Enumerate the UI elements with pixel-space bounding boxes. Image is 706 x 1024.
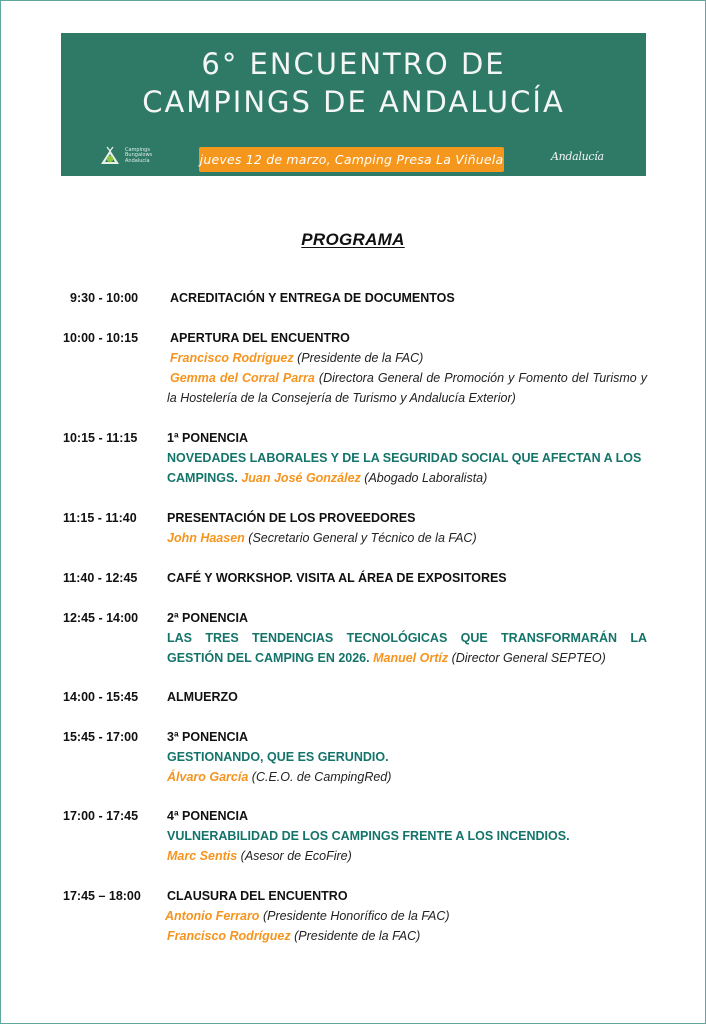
entry-content	[170, 288, 650, 308]
speaker-name: Francisco Rodríguez	[167, 929, 291, 943]
speaker-name: Manuel Ortíz	[373, 651, 449, 665]
speaker-name: Gemma del Corral Parra	[170, 371, 315, 385]
talk-title: VULNERABILIDAD DE LOS CAMPINGS FRENTE A LOS INCENDIOS.	[167, 829, 570, 843]
entry-time: 9:30 - 10:00	[70, 291, 139, 305]
speaker-name: John Haasen	[167, 531, 245, 545]
entry-title: APERTURA DEL ENCUENTRO	[170, 331, 350, 345]
entry-content	[167, 727, 647, 787]
entry-time: 15:45 - 17:00	[63, 730, 139, 744]
entry-title: 1ª PONENCIA	[167, 431, 249, 445]
speaker-name: Marc Sentis	[167, 849, 238, 863]
entry-time: 10:15 - 11:15	[63, 431, 138, 445]
logo-text-line: Campings	[125, 146, 150, 153]
speaker-role: (Abogado Laboralista)	[364, 471, 488, 485]
entry-content	[167, 687, 647, 707]
banner-title-line-1: 6° ENCUENTRO DE	[201, 47, 506, 81]
speaker-name: Antonio Ferraro	[165, 909, 260, 923]
entry-title: CLAUSURA DEL ENCUENTRO	[167, 889, 348, 903]
banner-title-line-2: CAMPINGS DE ANDALUCÍA	[142, 85, 565, 119]
entry-title: 2ª PONENCIA	[167, 611, 249, 625]
entry-content-speaker-2	[167, 368, 647, 408]
speaker-role: (Presidente Honorífico de la FAC)	[262, 909, 450, 923]
entry-content	[167, 608, 647, 668]
entry-content	[167, 428, 647, 488]
entry-title: CAFÉ Y WORKSHOP. VISITA AL ÁREA DE EXPOSITORES	[167, 571, 507, 585]
date-location-badge: jueves 12 de marzo, Camping Presa La Viñuela	[199, 147, 504, 172]
entry-title: ACREDITACIÓN Y ENTREGA DE DOCUMENTOS	[170, 291, 455, 305]
entry-time: 17:00 - 17:45	[63, 809, 139, 823]
andalucia-logo: Andalucía	[551, 150, 604, 163]
entry-time: 10:00 - 10:15	[63, 331, 139, 345]
speaker	[167, 767, 647, 787]
tent-icon	[99, 146, 121, 166]
speaker-role: (C.E.O. de CampingRed)	[251, 770, 392, 784]
speaker	[165, 906, 647, 926]
campings-andalucia-logo	[99, 146, 152, 166]
speaker	[167, 368, 647, 408]
entry-content	[167, 508, 647, 548]
event-banner	[61, 33, 646, 176]
entry-time: 11:15 - 11:40	[63, 511, 137, 525]
talk-title: GESTIONANDO, QUE ES GERUNDIO.	[167, 750, 389, 764]
entry-content	[167, 886, 647, 946]
speaker-name: Álvaro García	[167, 770, 249, 784]
entry-title: 4ª PONENCIA	[167, 809, 249, 823]
talk-title: NOVEDADES LABORALES Y DE LA SEGURIDAD SOCIAL QUE AFECTAN A LOS CAMPINGS.	[167, 451, 642, 485]
entry-time: 14:00 - 15:45	[63, 690, 139, 704]
speaker-role: (Directora General de Promoción y Fomento del Turismo y la Hostelería de la Consejería de Turismo y Andalucía Exterior)	[167, 371, 648, 405]
speaker-name: Francisco Rodríguez	[170, 351, 294, 365]
logo-text-line: Bungalows	[125, 152, 153, 159]
speaker-role: (Presidente de la FAC)	[297, 351, 424, 365]
speaker-role: (Presidente de la FAC)	[294, 929, 421, 943]
entry-title: ALMUERZO	[167, 690, 238, 704]
talk-title-line-2: GESTIÓN DEL CAMPING EN 2026.	[167, 651, 370, 665]
entry-content	[167, 806, 647, 866]
logo-text-line: Andalucía	[125, 157, 150, 164]
speaker	[170, 348, 650, 368]
entry-content	[170, 328, 650, 368]
talk-title-line-1: LAS TRES TENDENCIAS TECNOLÓGICAS QUE TRANSFORMARÁN LA	[167, 631, 647, 645]
talk-block	[167, 448, 647, 488]
entry-title: PRESENTACIÓN DE LOS PROVEEDORES	[167, 511, 416, 525]
talk-block	[167, 648, 647, 668]
speaker-role: (Director General SEPTEO)	[451, 651, 606, 665]
entry-content	[167, 568, 647, 588]
speaker	[167, 528, 647, 548]
entry-time: 11:40 - 12:45	[63, 571, 138, 585]
speaker	[167, 846, 647, 866]
entry-title: 3ª PONENCIA	[167, 730, 249, 744]
speaker-role: (Secretario General y Técnico de la FAC)	[248, 531, 477, 545]
entry-time: 12:45 - 14:00	[63, 611, 139, 625]
speaker-role: (Asesor de EcoFire)	[240, 849, 352, 863]
speaker	[167, 926, 647, 946]
entry-time: 17:45 – 18:00	[63, 889, 141, 903]
speaker-name: Juan José González	[241, 471, 361, 485]
banner-title	[61, 45, 646, 121]
programme-heading: PROGRAMA	[301, 230, 405, 249]
campings-logo-text	[125, 148, 152, 165]
